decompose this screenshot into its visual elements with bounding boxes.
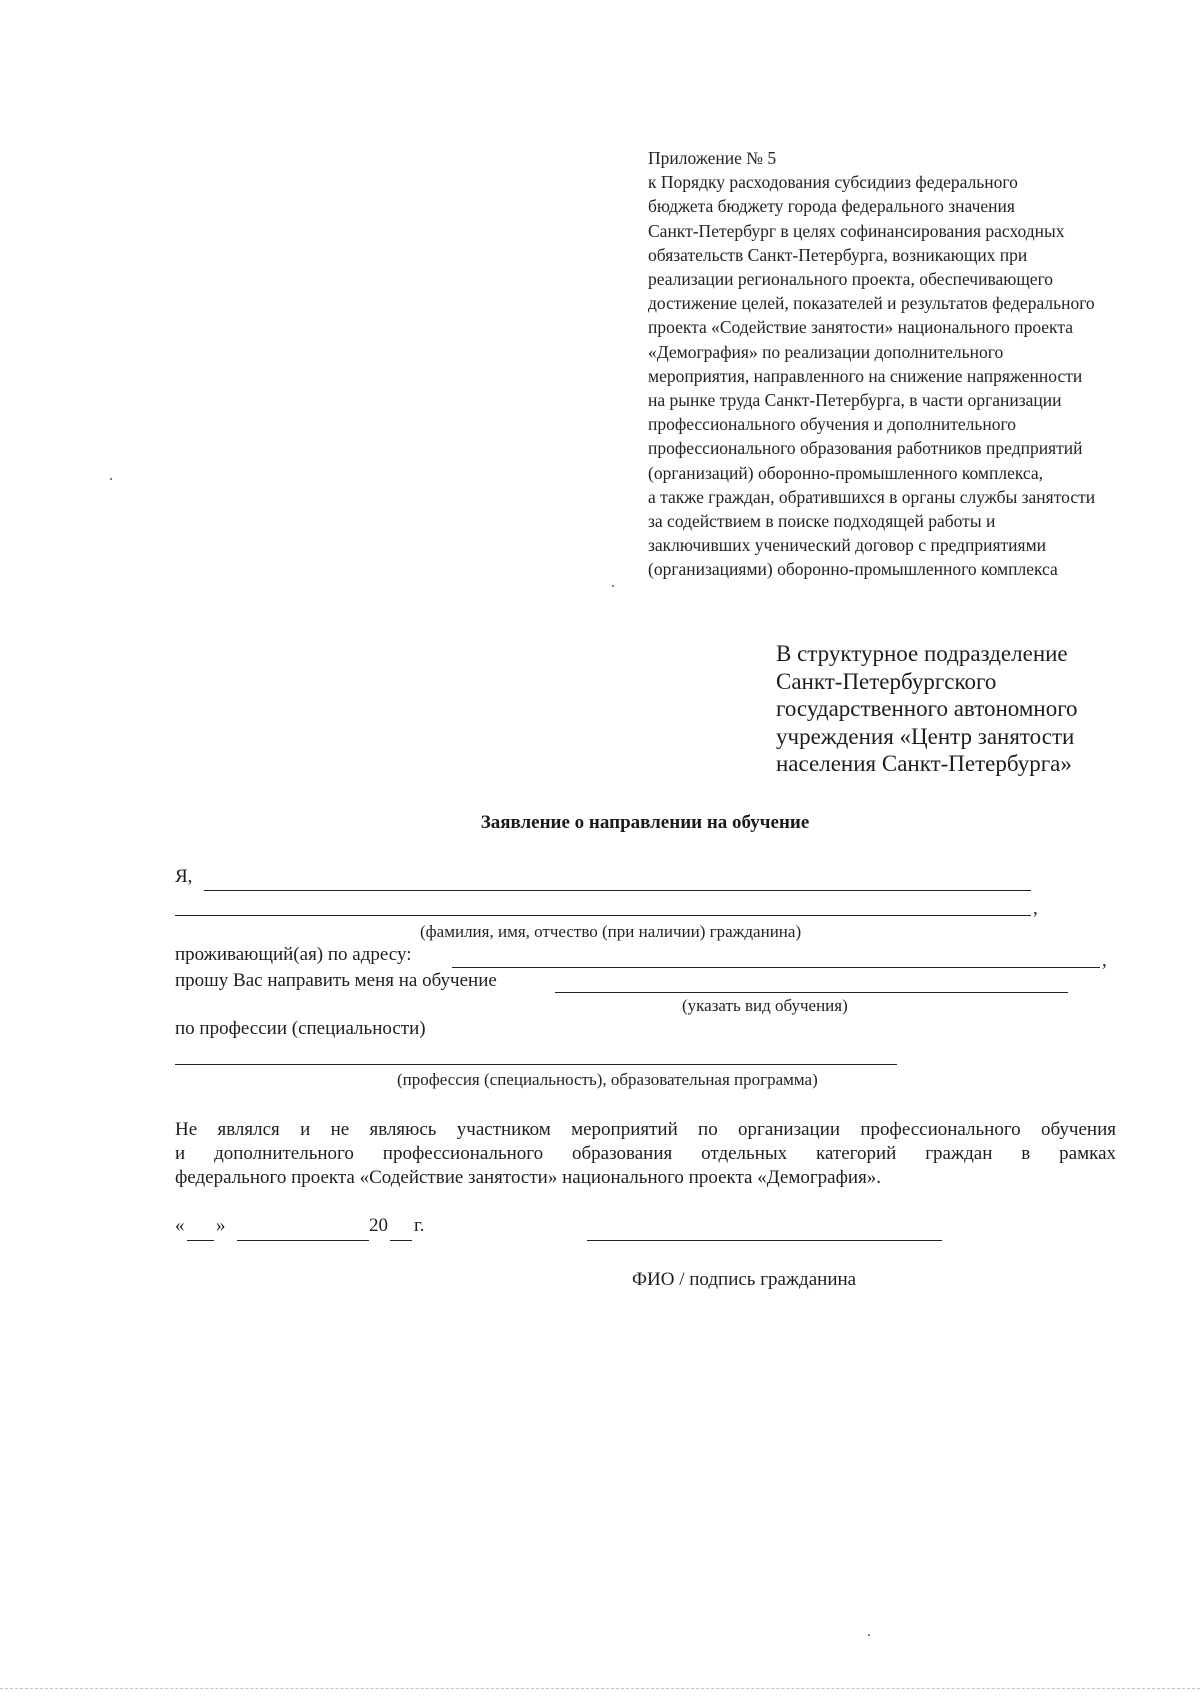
date-day-line[interactable] — [187, 1240, 214, 1241]
appendix-line: на рынке труда Санкт-Петербурга, в части организации — [648, 390, 1062, 411]
appendix-line: профессионального образования работников предприятий — [648, 438, 1083, 459]
document-title: Заявление о направлении на обучение — [480, 812, 810, 833]
addressee-block — [776, 640, 1156, 778]
fio-line-2[interactable] — [175, 915, 1031, 916]
declaration-line: федерального проекта «Содействие занятости» национального проекта «Демография». — [175, 1167, 882, 1188]
date-year-line[interactable] — [390, 1240, 412, 1241]
comma: , — [1102, 950, 1107, 971]
addressee-line: учреждения «Центр занятости — [776, 723, 1075, 749]
appendix-line: (организациями) оборонно-промышленного комплекса — [648, 559, 1058, 580]
addressee-line: населения Санкт-Петербурга» — [776, 751, 1072, 776]
appendix-line: заключивших ученический договор с предприятиями — [648, 535, 1047, 556]
signature-line[interactable] — [587, 1240, 942, 1241]
address-line[interactable] — [452, 967, 1100, 968]
year-prefix: 20 — [369, 1215, 388, 1236]
profession-line[interactable] — [175, 1064, 897, 1065]
appendix-line: бюджета бюджету города федерального значения — [648, 196, 1015, 217]
i-label: Я, — [175, 866, 193, 887]
signature-caption: ФИО / подпись гражданина — [632, 1269, 857, 1290]
appendix-line: а также граждан, обратившихся в органы службы занятости — [648, 486, 1096, 507]
date-open-quote: « — [175, 1215, 185, 1236]
appendix-line: (организаций) оборонно-промышленного комплекса, — [648, 462, 1044, 483]
profession-caption: (профессия (специальность), образовательная программа) — [397, 1070, 818, 1089]
declaration-line: и дополнительного профессионального образования отдельных категорий граждан в рамках — [175, 1143, 1116, 1164]
scan-speck — [110, 478, 112, 480]
appendix-block — [648, 146, 1168, 582]
appendix-line: Санкт-Петербург в целях софинансирования расходных — [648, 220, 1065, 241]
appendix-line: «Демография» по реализации дополнительного — [648, 341, 1004, 362]
appendix-line: достижение целей, показателей и результатов федерального — [648, 293, 1095, 314]
appendix-line: к Порядку расходования субсидииз федерального — [648, 172, 1018, 193]
training-type-caption: (указать вид обучения) — [682, 996, 848, 1015]
declaration-line: Не являлся и не являюсь участником мероприятий по организации профессионального обучения — [175, 1119, 1116, 1140]
appendix-line: за содействием в поиске подходящей работы и — [648, 511, 996, 532]
appendix-line: реализации регионального проекта, обеспечивающего — [648, 269, 1054, 290]
appendix-line: профессионального обучения и дополнительного — [648, 414, 1016, 435]
appendix-line: проекта «Содействие занятости» национального проекта — [648, 317, 1073, 338]
fio-line-1[interactable] — [204, 890, 1031, 891]
addressee-line: В структурное подразделение — [776, 641, 1068, 666]
scan-speck — [868, 1634, 870, 1636]
scan-speck — [612, 585, 614, 587]
profession-label: по профессии (специальности) — [175, 1018, 426, 1039]
addressee-line: государственного автономного — [776, 696, 1078, 721]
appendix-line: обязательств Санкт-Петербурга, возникающих при — [648, 244, 1028, 265]
fio-caption: (фамилия, имя, отчество (при наличии) гражданина) — [420, 922, 802, 941]
date-close-quote: » — [216, 1215, 226, 1236]
date-month-line[interactable] — [237, 1240, 369, 1241]
appendix-line: мероприятия, направленного на снижение напряженности — [648, 365, 1083, 386]
training-type-line[interactable] — [555, 992, 1068, 993]
address-label: проживающий(ая) по адресу: — [175, 944, 412, 965]
scan-edge — [0, 1688, 1200, 1689]
comma: , — [1033, 898, 1038, 919]
declaration-paragraph — [175, 1118, 1116, 1190]
request-label: прошу Вас направить меня на обучение — [175, 970, 497, 991]
year-suffix: г. — [414, 1215, 425, 1236]
addressee-line: Санкт-Петербургского — [776, 668, 997, 694]
appendix-line: Приложение № 5 — [648, 148, 777, 168]
